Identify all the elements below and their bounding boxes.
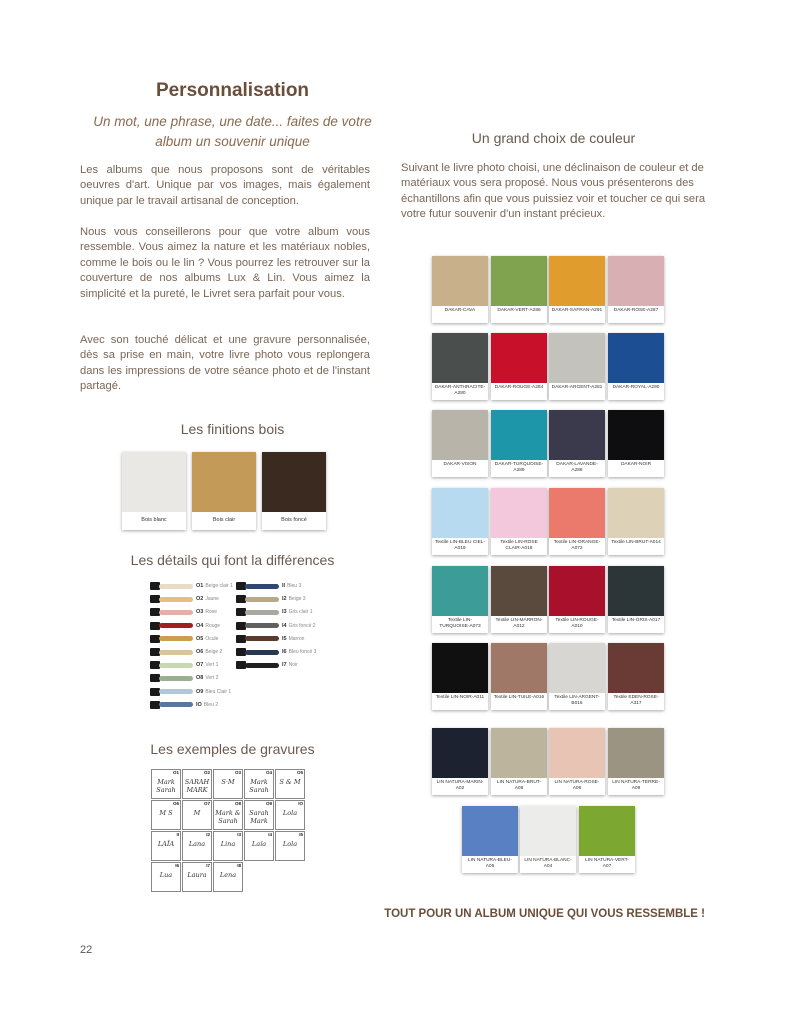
thread-sample bbox=[236, 593, 306, 605]
color-swatch-card bbox=[608, 488, 664, 555]
color-swatch-card bbox=[549, 333, 605, 400]
thread-name: Marron bbox=[288, 635, 305, 642]
engraving-number: I5 bbox=[299, 832, 303, 837]
thread-color bbox=[159, 650, 193, 655]
thread-color bbox=[159, 597, 193, 602]
thread-name: Rose bbox=[205, 609, 218, 616]
engraving-number: O2 bbox=[203, 770, 210, 775]
engraving-example bbox=[275, 800, 305, 830]
color-swatch bbox=[608, 410, 664, 460]
color-swatch-card bbox=[491, 410, 547, 477]
color-swatch bbox=[432, 488, 488, 538]
color-swatch-label: Textile LIN-BRUT-A014 bbox=[611, 540, 661, 545]
color-swatch-label: DAKAR-CAVA bbox=[444, 308, 476, 313]
intro-paragraph-2: Nous vous conseillerons pour que votre album vous ressemble. Vous aimez la nature et les matériaux nobles, comme le bois ou le lin ? Vous pourrez les retrouver sur la couverture de nos albums Lux & Lin. Vous aimez la simplicité et la pureté, le Livret sera parfait pour vous. bbox=[80, 226, 370, 300]
color-swatch bbox=[608, 566, 664, 616]
wood-label: Bois clair bbox=[212, 517, 236, 523]
thread-color bbox=[159, 676, 193, 681]
color-swatch-label: DAKAR-ARGENT-A281 bbox=[551, 385, 603, 390]
color-swatch-card bbox=[491, 566, 547, 633]
color-swatch bbox=[491, 410, 547, 460]
engraving-example bbox=[182, 831, 212, 861]
thread-name: Ocule bbox=[205, 635, 219, 642]
engraving-text: S & M bbox=[279, 778, 301, 786]
thread-color bbox=[245, 636, 279, 641]
thread-code: O8 bbox=[196, 675, 204, 682]
thread-code: O3 bbox=[196, 609, 204, 616]
engraving-text: Lena bbox=[219, 871, 237, 879]
thread-sample bbox=[150, 699, 218, 711]
thread-sample bbox=[236, 659, 298, 671]
color-swatch-card bbox=[432, 643, 488, 710]
color-swatch-card bbox=[579, 806, 635, 873]
engravings-heading: Les exemples de gravures bbox=[150, 741, 315, 757]
thread-code: II bbox=[282, 583, 286, 589]
color-swatch-label: Textile LIN-TURQUOISE-A073 bbox=[439, 618, 481, 629]
thread-sample bbox=[236, 580, 301, 592]
engraving-example bbox=[182, 862, 212, 892]
color-swatch-label: DAKAR-TURQUOISE-A289 bbox=[494, 462, 544, 473]
thread-color bbox=[159, 636, 193, 641]
engraving-example bbox=[182, 769, 212, 799]
engraving-number: I2 bbox=[206, 832, 210, 837]
thread-color bbox=[245, 650, 279, 655]
engraving-example bbox=[213, 800, 243, 830]
engraving-text: Lana bbox=[188, 840, 206, 848]
color-swatch-card bbox=[491, 728, 547, 795]
thread-name: Bleu 3 bbox=[287, 583, 302, 589]
color-swatch-card bbox=[608, 333, 664, 400]
color-swatch bbox=[549, 333, 605, 383]
engraving-number: O4 bbox=[265, 770, 272, 775]
thread-color bbox=[245, 584, 279, 589]
thread-sample bbox=[150, 593, 219, 605]
wood-swatch bbox=[122, 452, 186, 512]
thread-code: I3 bbox=[282, 609, 287, 616]
wood-sample-card bbox=[262, 452, 326, 530]
thread-sample bbox=[150, 580, 233, 592]
color-swatch-label: DAKAR-SAFRAN-A291 bbox=[551, 308, 603, 313]
color-swatch bbox=[491, 256, 547, 306]
color-swatch bbox=[549, 410, 605, 460]
thread-sample bbox=[150, 686, 231, 698]
wood-heading: Les finitions bois bbox=[180, 421, 285, 437]
intro-paragraph-3: Avec son touché délicat et une gravure personnalisée, dès sa prise en main, votre livre photo vous replongera dans les impressions de votre séance photo et de l'instant partagé. bbox=[80, 334, 370, 393]
thread-color bbox=[245, 623, 279, 628]
wood-label: Bois foncé bbox=[281, 517, 307, 523]
color-swatch-label: LIN NATURA-MARIN-A02 bbox=[436, 780, 484, 791]
thread-color bbox=[245, 663, 279, 668]
color-swatch bbox=[549, 728, 605, 778]
engraving-text: Lola bbox=[282, 809, 298, 817]
color-swatch-label: Textile LIN-TUILE-A016 bbox=[493, 695, 545, 700]
engraving-number: O9 bbox=[265, 801, 272, 806]
color-swatch-card bbox=[549, 410, 605, 477]
color-swatch bbox=[491, 643, 547, 693]
color-swatch-card bbox=[432, 410, 488, 477]
color-swatch-card bbox=[432, 333, 488, 400]
color-swatch-card bbox=[432, 256, 488, 323]
page-number: 22 bbox=[80, 944, 93, 956]
engraving-example bbox=[151, 800, 181, 830]
color-swatch bbox=[608, 488, 664, 538]
thread-name: Bleu Clair 1 bbox=[205, 688, 232, 695]
engraving-example bbox=[151, 769, 181, 799]
wood-label: Bois blanc bbox=[141, 517, 167, 523]
engraving-example bbox=[213, 862, 243, 892]
color-swatch bbox=[432, 333, 488, 383]
color-swatch-label: LIN NATURA-TERRE-A09 bbox=[612, 780, 660, 791]
color-swatch-label: DAKAR-VERT-A286 bbox=[497, 308, 541, 313]
engraving-example bbox=[275, 769, 305, 799]
page-title: Personnalisation bbox=[155, 80, 310, 101]
color-swatch bbox=[432, 256, 488, 306]
thread-color bbox=[245, 610, 279, 615]
thread-name: Vert 2 bbox=[205, 675, 219, 682]
color-swatch bbox=[608, 256, 664, 306]
engraving-text: Laura bbox=[187, 871, 207, 879]
color-swatch-card bbox=[491, 643, 547, 710]
color-swatch-card bbox=[491, 488, 547, 555]
color-swatch bbox=[549, 256, 605, 306]
details-heading: Les détails qui font la différences bbox=[130, 552, 335, 568]
color-swatch bbox=[432, 728, 488, 778]
color-swatch bbox=[491, 333, 547, 383]
color-swatch-card bbox=[549, 643, 605, 710]
engraving-text: LAÏA bbox=[157, 840, 175, 848]
thread-color bbox=[159, 702, 193, 707]
engraving-text: S·M bbox=[221, 778, 235, 786]
color-swatch-label: DAKAR-ROUGE-A284 bbox=[494, 385, 544, 390]
thread-sample bbox=[236, 620, 316, 632]
engraving-example bbox=[213, 831, 243, 861]
engraving-text: Mark Sarah bbox=[156, 778, 176, 794]
engraving-text: Sarah Mark bbox=[249, 809, 269, 825]
engraving-number: O1 bbox=[172, 770, 179, 775]
color-swatch bbox=[579, 806, 635, 856]
engraving-number: I3 bbox=[237, 832, 241, 837]
color-swatch bbox=[520, 806, 576, 856]
engraving-example bbox=[151, 831, 181, 861]
color-swatch-label: LIN NATURA-BLANC-A04 bbox=[524, 858, 572, 869]
thread-code: O4 bbox=[196, 622, 204, 629]
color-swatch-label: DAKAR-LAVANDE-A288 bbox=[556, 462, 598, 473]
engraving-number: I8 bbox=[237, 863, 241, 868]
color-swatch-card bbox=[432, 566, 488, 633]
engraving-number: O5 bbox=[296, 770, 303, 775]
thread-color bbox=[245, 597, 279, 602]
engraving-example bbox=[213, 769, 243, 799]
color-swatch-card bbox=[608, 643, 664, 710]
thread-sample bbox=[150, 606, 217, 618]
engraving-text: Lua bbox=[159, 871, 173, 879]
engraving-example bbox=[244, 769, 274, 799]
color-swatch bbox=[432, 410, 488, 460]
thread-sample bbox=[150, 646, 222, 658]
color-swatch bbox=[491, 488, 547, 538]
thread-name: Rouge bbox=[205, 622, 221, 629]
engraving-example bbox=[275, 831, 305, 861]
color-swatch-label: Textile LIN-ARGENT-B016 bbox=[554, 695, 600, 706]
intro-paragraph-1: Les albums que nous proposons sont de véritables oeuvres d'art. Unique par vos images, mais également unique par le travail artisanal de conception. bbox=[80, 164, 370, 207]
color-swatch-label: Textile LIN-GRIS-A017 bbox=[611, 618, 661, 623]
color-swatch bbox=[432, 643, 488, 693]
thread-code: O6 bbox=[196, 649, 204, 655]
color-swatch bbox=[608, 643, 664, 693]
color-swatch-label: LIN NATURA-VERT-A07 bbox=[585, 858, 629, 869]
engraving-number: O6 bbox=[172, 801, 179, 806]
thread-code: I4 bbox=[282, 622, 287, 629]
color-swatch bbox=[491, 728, 547, 778]
thread-sample bbox=[236, 606, 313, 618]
engraving-text: Laïa bbox=[251, 840, 267, 848]
engraving-example bbox=[151, 862, 181, 892]
thread-name: Gris clair 1 bbox=[288, 609, 313, 616]
color-swatch-label: Textile LIN-ROUGE-A010 bbox=[555, 618, 599, 629]
color-swatch-label: LIN NATURA-BRUT-A08 bbox=[496, 780, 542, 791]
thread-name: Beige clair 1 bbox=[205, 583, 233, 589]
wood-sample-card bbox=[122, 452, 186, 530]
color-swatch-label: DAKAR-ROYAL-A290 bbox=[612, 385, 660, 390]
color-swatch-label: Textile LIN-MARRON-A012 bbox=[495, 618, 543, 629]
engraving-text: Lola bbox=[282, 840, 298, 848]
engraving-text: M S bbox=[159, 809, 173, 817]
thread-code: O2 bbox=[196, 596, 204, 603]
engraving-number: O7 bbox=[203, 801, 210, 806]
color-swatch-card bbox=[491, 333, 547, 400]
color-swatch-card bbox=[608, 256, 664, 323]
color-swatch-card bbox=[491, 256, 547, 323]
engraving-number: O3 bbox=[234, 770, 241, 775]
thread-sample bbox=[150, 633, 218, 645]
color-swatch-label: Textile LIN-ORANGE-A072 bbox=[553, 540, 601, 551]
thread-name: Bleu foncé 3 bbox=[288, 649, 317, 655]
engraving-example bbox=[244, 800, 274, 830]
color-swatch-label: DAKAR-ANTHRACITE-A280 bbox=[434, 385, 486, 396]
thread-color bbox=[159, 584, 193, 589]
thread-code: I6 bbox=[282, 649, 287, 655]
page-subtitle: Un mot, une phrase, une date... faites de votre album un souvenir unique bbox=[93, 114, 372, 149]
engraving-number: I6 bbox=[175, 863, 179, 868]
engraving-number: I4 bbox=[268, 832, 272, 837]
thread-color bbox=[159, 663, 193, 668]
engraving-number: I7 bbox=[206, 863, 210, 868]
color-swatch-card bbox=[608, 410, 664, 477]
color-swatch-card bbox=[432, 488, 488, 555]
color-swatch-label: DAKAR-VISON bbox=[443, 462, 477, 467]
thread-name: Noir bbox=[288, 662, 298, 669]
thread-code: IO bbox=[196, 701, 202, 708]
thread-color bbox=[159, 689, 193, 694]
color-swatch bbox=[608, 333, 664, 383]
color-swatch bbox=[608, 728, 664, 778]
color-swatch-label: LIN NATURA-BLEU-A05 bbox=[468, 858, 512, 869]
thread-sample bbox=[236, 633, 304, 645]
engraving-text: M bbox=[193, 809, 201, 817]
engraving-text: SARAH MARK bbox=[184, 778, 210, 794]
engraving-text: Lina bbox=[220, 840, 236, 848]
thread-code: O7 bbox=[196, 662, 204, 669]
thread-sample bbox=[150, 672, 218, 684]
thread-name: Beige 3 bbox=[288, 596, 306, 603]
color-swatch bbox=[462, 806, 518, 856]
thread-sample bbox=[236, 646, 316, 658]
thread-color bbox=[159, 610, 193, 615]
color-swatch-label: Textile LIN-NOIR-A011 bbox=[435, 695, 485, 700]
color-swatch bbox=[549, 488, 605, 538]
wood-swatch bbox=[262, 452, 326, 512]
wood-swatch bbox=[192, 452, 256, 512]
color-swatch-card bbox=[608, 566, 664, 633]
color-swatch-card bbox=[549, 566, 605, 633]
engraving-number: II bbox=[176, 832, 179, 837]
thread-code: I5 bbox=[282, 635, 287, 642]
color-swatch-label: Textile EDEN-ROSE-A317 bbox=[613, 695, 659, 706]
thread-name: Bleu 2 bbox=[203, 701, 218, 708]
color-swatch-card bbox=[520, 806, 576, 873]
color-swatch-card bbox=[462, 806, 518, 873]
wood-sample-card bbox=[192, 452, 256, 530]
color-swatch bbox=[432, 566, 488, 616]
engraving-number: O8 bbox=[234, 801, 241, 806]
thread-code: O9 bbox=[196, 688, 204, 695]
thread-name: Jaune bbox=[205, 596, 219, 603]
color-swatch-card bbox=[549, 728, 605, 795]
thread-color bbox=[159, 623, 193, 628]
color-swatch bbox=[549, 566, 605, 616]
colors-paragraph: Suivant le livre photo choisi, une déclinaison de couleur et de matériaux vous sera proposé. Nous vous présenterons des échantillons afin que vous puissiez voir et toucher ce qui sera votre futur souvenir d'un instant précieux. bbox=[401, 162, 706, 221]
engraving-example bbox=[244, 831, 274, 861]
engraving-example bbox=[182, 800, 212, 830]
colors-heading: Un grand choix de couleur bbox=[471, 130, 636, 146]
thread-sample bbox=[150, 620, 220, 632]
thread-code: I7 bbox=[282, 662, 287, 669]
engraving-text: Mark Sarah bbox=[249, 778, 269, 794]
thread-name: Beige 2 bbox=[205, 649, 223, 655]
engraving-number: IO bbox=[298, 801, 303, 806]
color-swatch-card bbox=[549, 256, 605, 323]
color-swatch bbox=[491, 566, 547, 616]
thread-code: I2 bbox=[282, 596, 287, 603]
thread-code: O5 bbox=[196, 635, 204, 642]
color-swatch-label: LIN NATURA-ROSE-A06 bbox=[554, 780, 600, 791]
color-swatch-card bbox=[608, 728, 664, 795]
thread-name: Vert 1 bbox=[205, 662, 219, 669]
thread-name: Gris foncé 2 bbox=[288, 622, 316, 629]
color-swatch-card bbox=[549, 488, 605, 555]
color-swatch bbox=[549, 643, 605, 693]
color-swatch-label: DAKAR-NOIR bbox=[620, 462, 652, 467]
call-to-action: TOUT POUR UN ALBUM UNIQUE QUI VOUS RESSEMBLE ! bbox=[384, 908, 705, 920]
color-swatch-card bbox=[432, 728, 488, 795]
color-swatch-label: DAKAR-ROSE-A287 bbox=[613, 308, 659, 313]
engraving-text: Mark & Sarah bbox=[215, 809, 241, 825]
color-swatch-label: Textile LIN-ROSE CLAIR-A018 bbox=[500, 540, 538, 551]
thread-sample bbox=[150, 659, 218, 671]
color-swatch-label: Textile LIN-BLEU CIEL-A019 bbox=[434, 540, 486, 551]
thread-code: O1 bbox=[196, 583, 204, 589]
